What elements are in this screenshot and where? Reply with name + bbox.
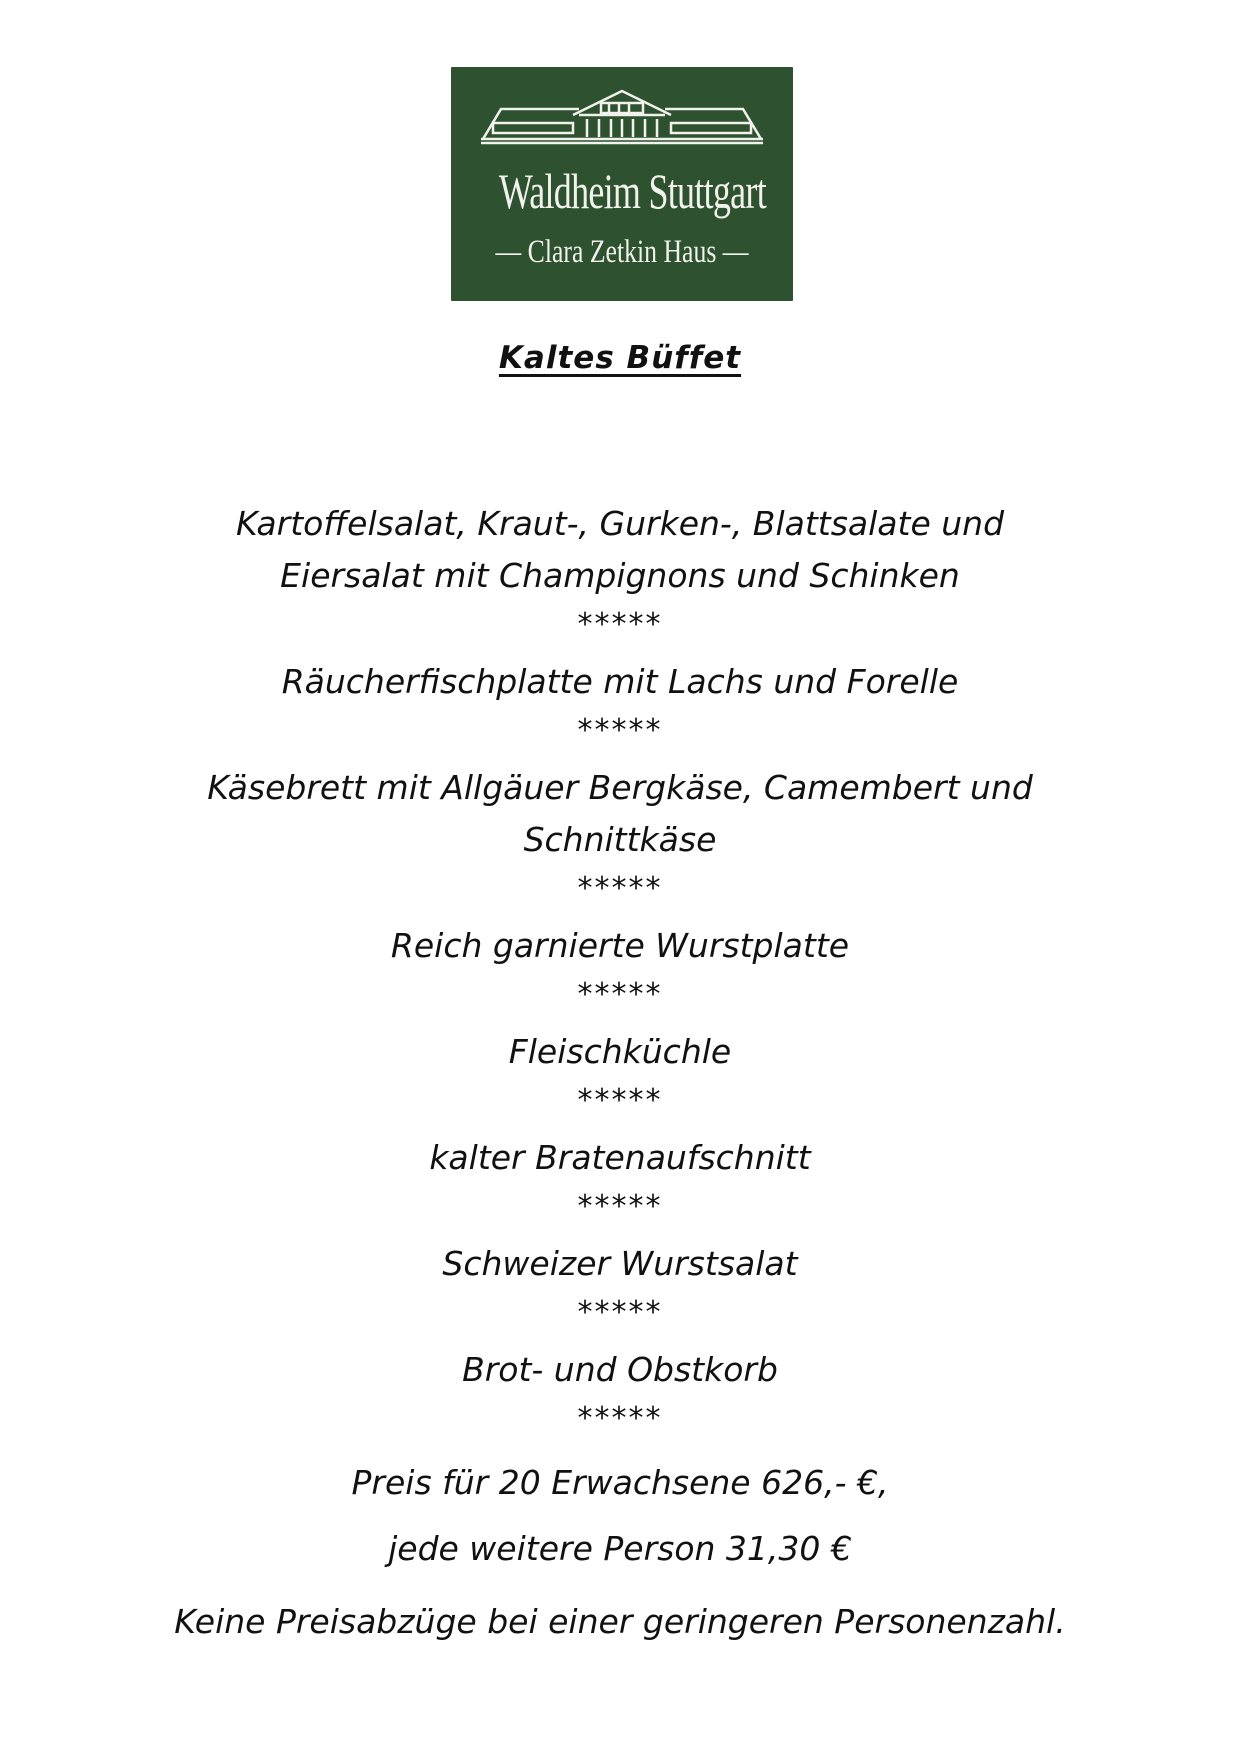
separator: ***** [577, 1295, 663, 1330]
price-note: Keine Preisabzüge bei einer geringeren Personenzahl. [174, 1602, 1066, 1641]
menu-item: Käsebrett mit Allgäuer Bergkäse, Camembert und [207, 768, 1033, 807]
price-line: Preis für 20 Erwachsene 626,- €, [351, 1463, 889, 1502]
separator: ***** [577, 713, 663, 748]
price-line: jede weitere Person 31,30 € [388, 1529, 852, 1568]
separator: ***** [577, 871, 663, 906]
logo-subtitle: — Clara Zetkin Haus — [495, 234, 749, 270]
menu-item: Reich garnierte Wurstplatte [390, 926, 850, 965]
waldheim-logo [451, 67, 793, 301]
menu-item: Schnittkäse [523, 820, 717, 859]
logo-title: Waldheim Stuttgart [498, 163, 766, 219]
page-title: Kaltes Büffet [498, 340, 742, 376]
separator: ***** [577, 977, 663, 1012]
separator: ***** [577, 1083, 663, 1118]
menu-list [0, 498, 1240, 1582]
menu-item: Fleischküchle [508, 1032, 732, 1071]
menu-item: Räucherfischplatte mit Lachs und Forelle [281, 662, 959, 701]
menu-item: kalter Bratenaufschnitt [429, 1138, 811, 1177]
separator: ***** [577, 607, 663, 642]
menu-item: Kartoffelsalat, Kraut-, Gurken-, Blattsalate und [235, 504, 1005, 543]
price-block [0, 1450, 1240, 1582]
separator: ***** [577, 1401, 663, 1436]
menu-item: Eiersalat mit Champignons und Schinken [280, 556, 960, 595]
menu-item: Brot- und Obstkorb [462, 1350, 778, 1389]
separator: ***** [577, 1189, 663, 1224]
menu-item: Schweizer Wurstsalat [442, 1244, 798, 1283]
